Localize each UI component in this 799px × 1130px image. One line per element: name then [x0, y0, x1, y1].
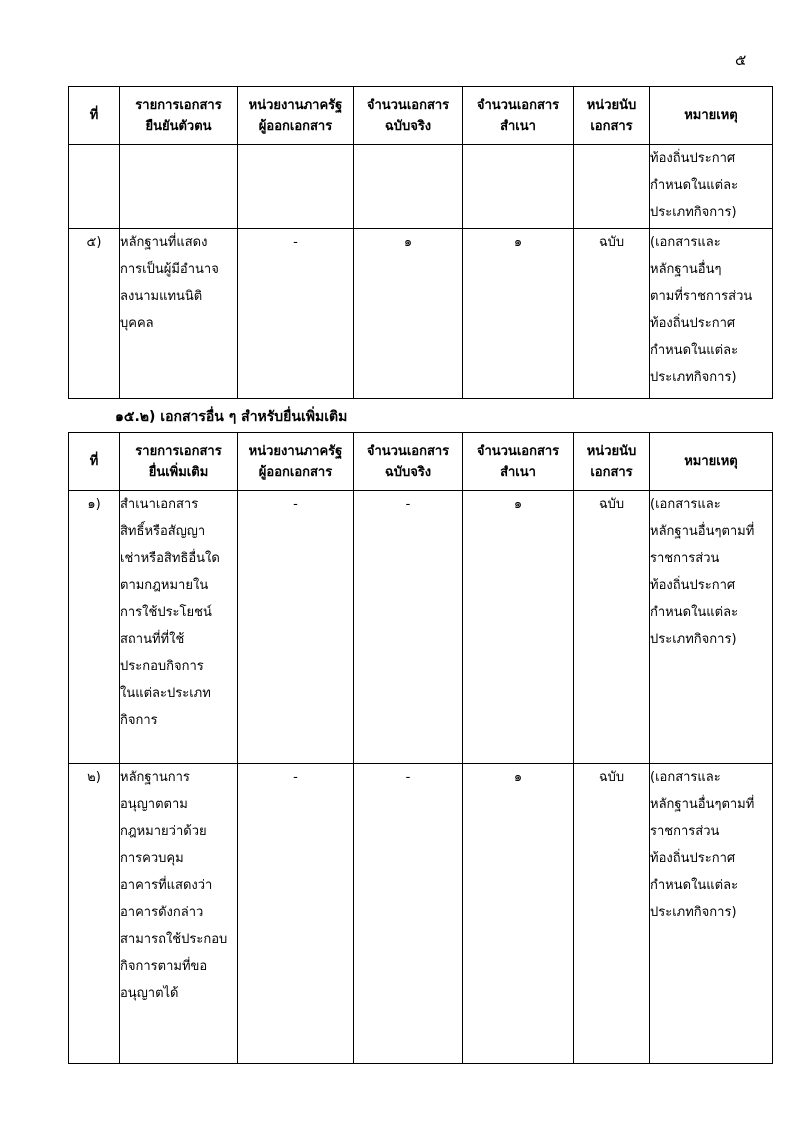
copy-count: ๑: [463, 764, 574, 1064]
unit: ฉบับ: [574, 229, 650, 399]
header-number: [69, 87, 120, 145]
header-label: [120, 441, 237, 483]
text-line: ประกอบกิจการ: [120, 659, 204, 674]
document-item: [120, 764, 238, 1064]
header-label: หมายเหตุ: [684, 454, 738, 469]
copy-count: ๑: [463, 491, 574, 764]
copy-count: [463, 145, 574, 229]
text-line: ยื่นเพิ่มเติม: [148, 464, 209, 480]
text-line: อาคารที่แสดงว่า: [120, 878, 213, 893]
documents-table-2: [68, 432, 773, 1064]
table-header-row: [69, 87, 773, 145]
text-line: กำหนดในแต่ละ: [650, 605, 739, 620]
header-unit: [574, 433, 650, 491]
original-count: -: [354, 491, 463, 764]
copy-count: ๑: [463, 229, 574, 399]
text-line: ตามที่ราชการส่วน: [650, 289, 753, 304]
text-line: หลักฐานอื่นๆตามที่: [650, 797, 755, 812]
page-number: ๕: [735, 51, 747, 69]
text-line: กิจการ: [120, 713, 158, 728]
table-row: [69, 145, 773, 229]
original-count: -: [354, 764, 463, 1064]
text-line: การเป็นผู้มีอำนาจ: [120, 262, 219, 277]
text-line: ประเภทกิจการ): [650, 905, 737, 920]
header-label: [463, 441, 573, 483]
header-remarks: [650, 433, 773, 491]
original-count: ๑: [354, 229, 463, 399]
document-item: [120, 145, 238, 229]
text-line: ฉบับจริง: [384, 118, 432, 134]
text-line: หน่วยนับ: [586, 97, 637, 113]
text-line: กำหนดในแต่ละ: [650, 878, 739, 893]
text-line: กิจการตามที่ขอ: [120, 959, 208, 974]
header-document-list: [120, 433, 238, 491]
remarks: [650, 491, 773, 764]
issuing-agency: -: [238, 764, 354, 1064]
header-issuing-agency: [238, 433, 354, 491]
text-line: ประเภทกิจการ): [650, 370, 737, 385]
text-line: หลักฐานที่แสดง: [120, 235, 208, 250]
original-count: [354, 145, 463, 229]
text-line: สามารถใช้ประกอบ: [120, 932, 228, 947]
text-line: ท้องถิ่นประกาศ: [650, 151, 736, 166]
unit: ฉบับ: [574, 491, 650, 764]
text-line: ประเภทกิจการ): [650, 632, 737, 647]
text-line: เอกสาร: [590, 464, 633, 480]
row-number: ๑): [69, 491, 120, 764]
text-line: (เอกสารและ: [650, 770, 721, 785]
text-line: จำนวนเอกสาร: [366, 443, 450, 459]
text-line: สำเนา: [500, 118, 536, 134]
text-line: ลงนามแทนนิติ: [120, 289, 203, 304]
text-line: รายการเอกสาร: [135, 97, 222, 113]
text-line: เอกสาร: [590, 118, 633, 134]
documents-table-1: [68, 86, 773, 399]
text-line: ประเภทกิจการ): [650, 205, 737, 220]
header-label: [238, 441, 353, 483]
text-line: จำนวนเอกสาร: [366, 97, 450, 113]
document-item: [120, 491, 238, 764]
text-line: กำหนดในแต่ละ: [650, 178, 739, 193]
header-document-list: [120, 87, 238, 145]
text-line: หน่วยงานภาครัฐ: [248, 443, 343, 459]
text-line: การใช้ประโยชน์: [120, 605, 212, 620]
text-line: รายการเอกสาร: [135, 443, 222, 459]
table-row: [69, 764, 773, 1064]
header-remarks: [650, 87, 773, 145]
text-line: บุคคล: [120, 316, 154, 331]
text-line: กฎหมายว่าด้วย: [120, 824, 207, 839]
header-label: [463, 95, 573, 137]
text-line: ราชการส่วน: [650, 551, 720, 566]
text-line: ผู้ออกเอกสาร: [258, 118, 333, 134]
header-label: [120, 95, 237, 137]
text-line: ท้องถิ่นประกาศ: [650, 316, 736, 331]
text-line: อนุญาตตาม: [120, 797, 188, 812]
document-item: [120, 229, 238, 399]
header-number: [69, 433, 120, 491]
header-label: ที่: [89, 108, 99, 123]
section-title: ๑๕.๒) เอกสารอื่น ๆ สำหรับยื่นเพิ่มเติม: [115, 409, 348, 425]
text-line: สถานที่ที่ใช้: [120, 632, 185, 647]
text-line: (เอกสารและ: [650, 497, 721, 512]
text-line: ราชการส่วน: [650, 824, 720, 839]
text-line: (เอกสารและ: [650, 235, 721, 250]
text-line: ท้องถิ่นประกาศ: [650, 851, 736, 866]
header-label: [574, 441, 649, 483]
text-line: หลักฐานการ: [120, 770, 190, 785]
remarks: [650, 764, 773, 1064]
remarks: [650, 145, 773, 229]
header-unit: [574, 87, 650, 145]
text-line: อาคารดังกล่าว: [120, 905, 204, 920]
table-header-row: [69, 433, 773, 491]
issuing-agency: -: [238, 229, 354, 399]
table-row: [69, 491, 773, 764]
text-line: หน่วยงานภาครัฐ: [248, 97, 343, 113]
text-line: ยืนยันตัวตน: [145, 118, 212, 134]
unit: ฉบับ: [574, 764, 650, 1064]
header-original-count: [354, 433, 463, 491]
header-copy-count: [463, 433, 574, 491]
header-label: [238, 95, 353, 137]
unit: [574, 145, 650, 229]
text-line: เช่าหรือสิทธิอื่นใด: [120, 551, 220, 566]
text-line: หน่วยนับ: [586, 443, 637, 459]
row-number: ๕): [69, 229, 120, 399]
text-line: จำนวนเอกสาร: [476, 443, 560, 459]
text-line: กำหนดในแต่ละ: [650, 343, 739, 358]
header-label: [354, 441, 462, 483]
text-line: การควบคุม: [120, 851, 184, 866]
text-line: สำเนา: [500, 464, 536, 480]
header-label: ที่: [89, 454, 99, 469]
header-label: หมายเหตุ: [684, 108, 738, 123]
text-line: สำเนาเอกสาร: [120, 497, 199, 512]
text-line: หลักฐานอื่นๆ: [650, 262, 722, 277]
text-line: หลักฐานอื่นๆตามที่: [650, 524, 755, 539]
text-line: ในแต่ละประเภท: [120, 686, 211, 701]
text-line: ท้องถิ่นประกาศ: [650, 578, 736, 593]
table-row: [69, 229, 773, 399]
text-line: อนุญาตได้: [120, 986, 179, 1001]
header-label: [574, 95, 649, 137]
issuing-agency: -: [238, 491, 354, 764]
row-number: ๒): [69, 764, 120, 1064]
issuing-agency: [238, 145, 354, 229]
header-issuing-agency: [238, 87, 354, 145]
text-line: สิทธิ์หรือสัญญา: [120, 524, 206, 539]
header-label: [354, 95, 462, 137]
text-line: จำนวนเอกสาร: [476, 97, 560, 113]
text-line: ผู้ออกเอกสาร: [258, 464, 333, 480]
text-line: ตามกฎหมายใน: [120, 578, 209, 593]
header-original-count: [354, 87, 463, 145]
remarks: [650, 229, 773, 399]
header-copy-count: [463, 87, 574, 145]
text-line: ฉบับจริง: [384, 464, 432, 480]
row-number: [69, 145, 120, 229]
